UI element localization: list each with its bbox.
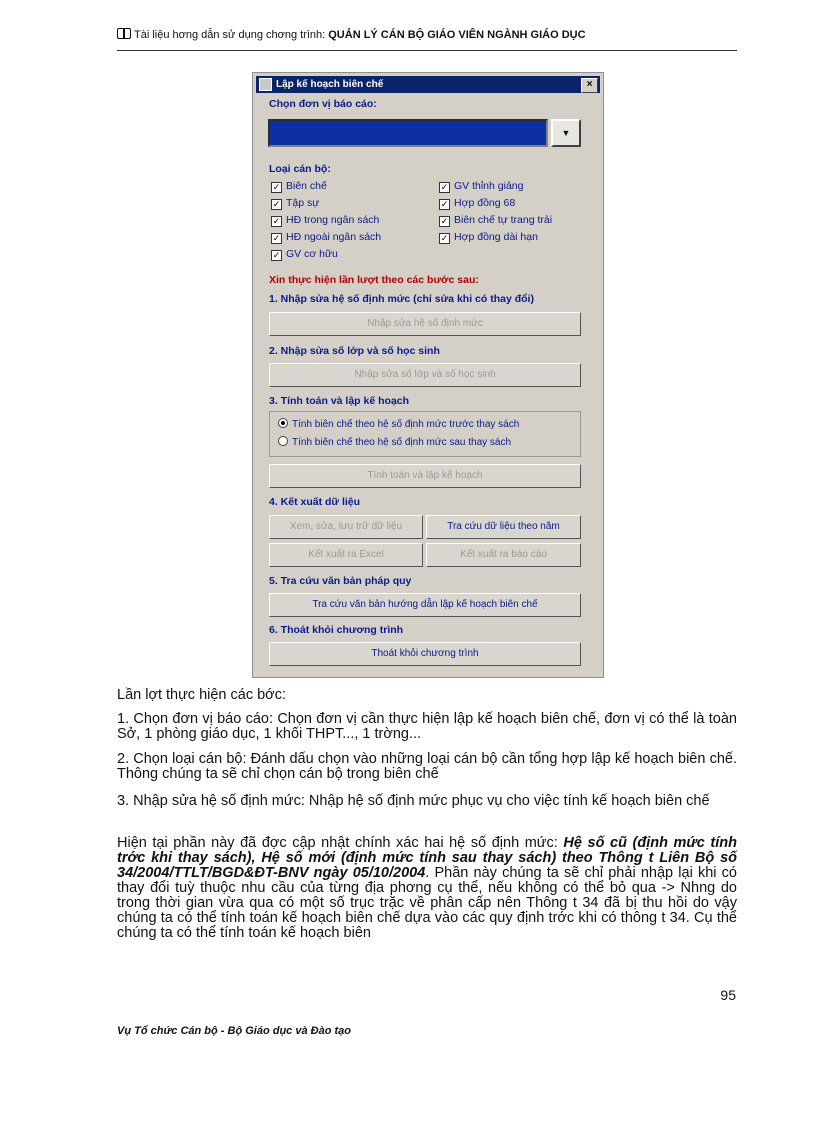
step3-label: 3. Tính toán và lập kế hoạch [269,395,410,407]
radio-icon [278,436,288,446]
header-rule [117,50,737,51]
book-icon [117,28,131,39]
checkbox-icon: ✓ [272,250,281,260]
paragraph-step2: 2. Chọn loại cán bộ: Đánh dấu chọn vào những loại cán bộ cần tổng hợp lập kế hoạch biên chế. Thông chúng ta sẽ chỉ chọn cán bộ trong biên chế [117,751,737,782]
checkbox-hd-trong[interactable] [271,214,379,227]
checkbox-hop-dong-dai-han[interactable] [439,231,538,244]
checkbox-bien-che-tu-trang-trai[interactable] [439,214,552,227]
plan-dialog [252,72,604,678]
radio-after-textbook-change[interactable] [278,436,511,448]
checkbox-icon: ✓ [272,199,281,209]
radio-label: Tính biên chế theo hệ số định mức trước thay sách [292,419,520,430]
header-prefix: Tài liệu hơng dẫn sử dụng chơng trình: [134,29,329,41]
checkbox-bien-che[interactable] [271,180,327,193]
step5-label: 5. Tra cứu văn bản pháp quy [269,575,412,587]
checkbox-icon: ✓ [440,216,449,226]
view-edit-data-button[interactable]: Xem, sửa, lưu trữ dữ liệu [269,515,423,539]
paragraph-step3: 3. Nhập sửa hệ số định mức: Nhập hệ số định mức phục vụ cho việc tính kế hoạch biên chế [117,793,710,809]
edit-coefficient-button[interactable]: Nhập sửa hệ số định mức [269,312,581,336]
checkbox-icon: ✓ [440,233,449,243]
paragraph-text: Hiện tại phần này đã đợc cập nhật chính xác hai hệ số định mức: [117,835,564,851]
lookup-by-year-button[interactable]: Tra cứu dữ liệu theo năm [426,515,581,539]
page-footer: Vụ Tổ chức Cán bộ - Bộ Giáo dục và Đào tạo [117,1025,351,1037]
checkbox-label: GV thỉnh giảng [454,180,524,192]
step4-label: 4. Kết xuất dữ liệu [269,496,361,508]
checkbox-icon: ✓ [272,216,281,226]
checkbox-icon: ✓ [272,233,281,243]
checkbox-label: HĐ trong ngân sách [286,214,380,226]
checkbox-icon: ✓ [440,182,449,192]
radio-before-textbook-change[interactable] [278,418,519,430]
paragraph-text: . Phần này chúng ta sẽ chỉ phải nhập lại khi có thay đổi tuỳ thuộc nhu cầu của từng địa phơng cụ thể, nếu không có thể bỏ qua -> Nhng do trong thời gian vừa qua có một số trục trặc về phân cấp nên Thông t 34 đã bị thu hồi do vậy chúng ta có thể tính toán kế hoạch biên chế dựa vào các quy định trớc khi có thông t 34. Cụ thể chúng ta có thể tính toán kế hoạch biên [117,865,737,941]
step1-label: 1. Nhập sửa hệ số định mức (chỉ sửa khi có thay đổi) [269,293,534,305]
page-header [117,28,737,41]
checkbox-label: Biên chế tự trang trải [454,214,553,226]
paragraph-coefficient-info [117,836,737,941]
intro-line: Lần lợt thực hiện các bớc: [117,687,286,703]
app-icon [259,78,272,91]
export-excel-button[interactable]: Kết xuất ra Excel [269,543,423,567]
checkbox-hop-dong-68[interactable] [439,197,515,210]
export-report-button[interactable]: Kết xuất ra báo cáo [426,543,581,567]
legal-documents-button[interactable]: Tra cứu văn bản hướng dẫn lập kế hoạch biên chế [269,593,581,617]
checkbox-label: Hợp đồng dài hạn [454,231,538,243]
dialog-title: Lập kế hoạch biên chế [276,79,384,90]
checkbox-icon: ✓ [440,199,449,209]
checkbox-label: Tập sự [286,197,320,209]
radio-selected-icon [278,418,288,428]
header-program: QUẢN LÝ CÁN BỘ GIÁO VIÊN NGÀNH GIÁO DỤC [328,29,586,41]
calculate-plan-button[interactable]: Tính toán và lập kế hoạch [269,464,581,488]
edit-classes-students-button[interactable]: Nhập sửa số lớp và số học sinh [269,363,581,387]
chevron-down-icon[interactable]: ▼ [551,119,581,147]
checkbox-icon: ✓ [272,182,281,192]
unit-select[interactable] [268,119,548,147]
page-number: 95 [720,987,736,1003]
close-button[interactable]: × [581,78,598,93]
exit-program-button[interactable]: Thoát khỏi chương trình [269,642,581,666]
staff-type-label: Loại cán bộ: [269,163,331,175]
checkbox-hd-ngoai[interactable] [271,231,381,244]
step6-label: 6. Thoát khỏi chương trình [269,624,404,636]
paragraph-emphasis: Hệ số cũ (định mức tính trớc khi thay sách), Hệ số mới (định mức tính sau thay sách) theo Thông t Liên Bộ số 34/2004/TTLT/BGD&ĐT-BNV ngày 05/10/2004 [117,835,737,881]
checkbox-label: HĐ ngoài ngân sách [286,231,382,243]
checkbox-label: GV cơ hữu [286,248,338,260]
checkbox-label: Biên chế [286,180,327,192]
radio-label: Tính biên chế theo hệ số định mức sau thay sách [292,437,512,448]
unit-label: Chọn đơn vị báo cáo: [269,98,377,110]
checkbox-label: Hợp đồng 68 [454,197,516,209]
checkbox-gv-thinh-giang[interactable] [439,180,523,193]
dialog-titlebar [256,76,600,93]
checkbox-gv-co-huu[interactable] [271,248,338,261]
checkbox-tap-su[interactable] [271,197,319,210]
paragraph-step1: 1. Chọn đơn vị báo cáo: Chọn đơn vị cần thực hiện lập kế hoạch biên chế, đơn vị có thể là toàn Sở, 1 phòng giáo dục, 1 khối THPT..., 1 trờng... [117,711,737,742]
step2-label: 2. Nhập sửa số lớp và số học sinh [269,345,440,357]
calculation-mode-group [269,411,581,457]
instruction-text: Xin thực hiện lần lượt theo các bước sau: [269,274,479,286]
